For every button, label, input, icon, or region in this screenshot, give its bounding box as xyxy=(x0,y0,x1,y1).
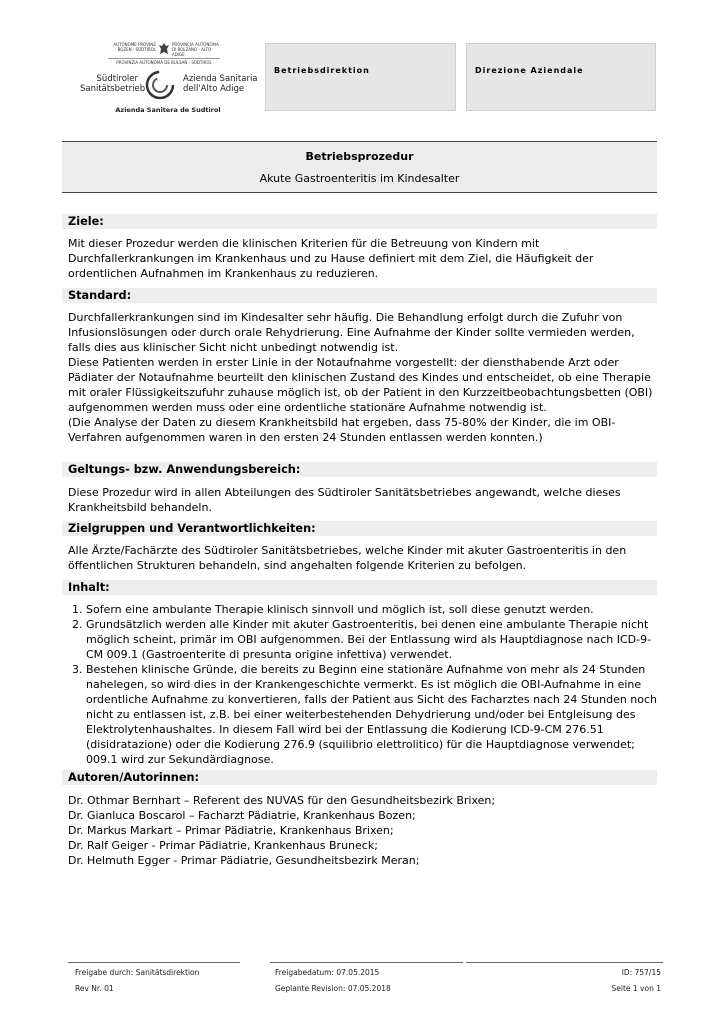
logo-name-de: Südtiroler Sanitätsbetrieb xyxy=(80,74,146,94)
list-item: 1. Sofern eine ambulante Therapie klinisch sinnvoll und möglich ist, soll diese genutzt werden. xyxy=(86,602,658,617)
list-item: Dr. Helmuth Egger - Primar Pädiatrie, Gesundheitsbezirk Meran; xyxy=(68,854,420,867)
list-item: Dr. Ralf Geiger - Primar Pädiatrie, Krankenhaus Bruneck; xyxy=(68,839,378,852)
heading-text: Autoren/Autorinnen: xyxy=(68,771,200,784)
paragraph: (Die Analyse der Daten zu diesem Krankheitsbild hat ergeben, dass 75-80% der Kinder, die im OBI-Verfahren aufgenommen waren in den ersten 24 Stunden entlassen werden konnten.) xyxy=(68,416,616,444)
section-heading-zielgruppen xyxy=(62,521,657,536)
heading-text: Zielgruppen und Verantwortlichkeiten: xyxy=(68,522,316,535)
organization-logo xyxy=(80,40,258,120)
heading-text: Standard: xyxy=(68,289,132,302)
footer-rev: Rev Nr. 01 xyxy=(75,984,114,993)
section-heading-inhalt xyxy=(62,580,657,595)
paragraph: Diese Patienten werden in erster Linie in der Notaufnahme vorgestellt: der diensthabende Arzt oder Pädiater der Notaufnahme beurteilt den klinischen Zustand des Kindes und entscheidet, ob eine Therapie mit oraler Flüssigkeitszufuhr zuhause möglich ist, ob der Patient in den Kurzzeitbeobachtungsbetten (OBI) aufgenommen werden muss oder eine ordentliche stationäre Aufnahme notwendig ist. xyxy=(68,356,653,414)
section-list-autoren xyxy=(68,793,658,868)
list-item: Dr. Othmar Bernhart – Referent des NUVAS für den Gesundheitsbezirk Brixen; xyxy=(68,794,496,807)
list-item: Dr. Markus Markart – Primar Pädiatrie, Krankenhaus Brixen; xyxy=(68,824,394,837)
section-list-inhalt xyxy=(68,602,658,767)
logo-name-it: Azienda Sanitaria dell'Alto Adige xyxy=(183,74,258,94)
footer-divider xyxy=(270,962,463,963)
footer-divider xyxy=(68,962,240,963)
logo-ring-icon xyxy=(143,68,177,102)
header-label: Direzione Aziendale xyxy=(475,66,584,75)
section-text-geltung xyxy=(68,485,658,515)
footer-freigabe: Freigabe durch: Sanitätsdirektion xyxy=(75,968,200,977)
document-title-box xyxy=(62,141,657,193)
section-heading-autoren xyxy=(62,770,657,785)
section-text-ziele xyxy=(68,236,658,281)
section-heading-ziele xyxy=(62,214,657,229)
logo-province-it: PROVINCIA AUTONOMA DI BOLZANO - ALTO ADIGE xyxy=(172,42,219,57)
header-box-direzione xyxy=(466,43,656,111)
document-subtitle: Akute Gastroenteritis im Kindesalter xyxy=(259,172,460,185)
footer-page: Seite 1 von 1 xyxy=(611,984,661,993)
footer-divider xyxy=(466,962,663,963)
heading-text: Inhalt: xyxy=(68,581,110,594)
footer-revision: Geplante Revision: 07.05.2018 xyxy=(275,984,391,993)
footer-freigabedatum: Freigabedatum: 07.05.2015 xyxy=(275,968,380,977)
paragraph: Durchfallerkrankungen sind im Kindesalter sehr häufig. Die Behandlung erfolgt durch die Zufuhr von Infusionslösungen oder durch orale Rehydrierung. Eine Aufnahme der Kinder sollte vermieden werden, falls dies aus klinischer Sicht nicht unbedingt notwendig ist. xyxy=(68,311,635,354)
header-label: Betriebsdirektion xyxy=(274,66,370,75)
document-title: Betriebsprozedur xyxy=(305,150,414,163)
section-text-zielgruppen xyxy=(68,543,658,573)
heading-text: Geltungs- bzw. Anwendungsbereich: xyxy=(68,463,301,476)
eagle-coat-of-arms-icon xyxy=(158,42,170,56)
list-item: 3. Bestehen klinische Gründe, die bereits zu Beginn eine stationäre Aufnahme von mehr als 24 Stunden nahelegen, so wird dies in der Krankengeschichte vermerkt. Es ist möglich die OBI-Aufnahme in eine ordentliche Aufnahme zu konvertieren, falls der Patient aus Sicht des Facharztes nach 24 Stunden noch nicht zu entlassen ist, z.B. bei einer weiterbestehenden Dehydrierung und/oder bei Entgleisung des Elektrolytenhaushaltes. In diesem Fall wird bei der Entlassung die Kodierung ICD-9-CM 276.51 (disidratazione) oder die Kodierung 276.9 (squilibrio elettrolitico) für die Hauptdiagnose verwendet; 009.1 wird zur Sekundärdiagnose. xyxy=(86,662,658,767)
section-heading-geltung xyxy=(62,462,657,477)
heading-text: Ziele: xyxy=(68,215,104,228)
paragraph: Alle Ärzte/Fachärzte des Südtiroler Sanitätsbetriebes, welche Kinder mit akuter Gastroenteritis in den öffentlichen Strukturen behandeln, sind angehalten folgende Kriterien zu befolgen. xyxy=(68,544,627,572)
header-box-betriebsdirektion xyxy=(265,43,456,111)
logo-province-de: AUTONOME PROVINZ BOZEN - SÜDTIROL xyxy=(113,42,156,52)
logo-province-ladin: PROVINZIA AUTONOMA DE BULSAN - SÜDTIROL xyxy=(108,58,220,65)
section-text-standard xyxy=(68,310,658,445)
paragraph: Diese Prozedur wird in allen Abteilungen des Südtiroler Sanitätsbetriebes angewandt, welche dieses Krankheitsbild behandeln. xyxy=(68,486,621,514)
footer-id: ID: 757/15 xyxy=(621,968,661,977)
logo-name-lad: Azienda Sanitera de Sudtirol xyxy=(115,106,221,114)
section-heading-standard xyxy=(62,288,657,303)
paragraph: Mit dieser Prozedur werden die klinischen Kriterien für die Betreuung von Kindern mit Durchfallerkrankungen im Krankenhaus und zu Hause definiert mit dem Ziel, die Häufigkeit der ordentlichen Aufnahmen im Krankenhaus zu reduzieren. xyxy=(68,237,594,280)
list-item: 2. Grundsätzlich werden alle Kinder mit akuter Gastroenteritis, bei denen eine ambulante Therapie nicht möglich scheint, primär im OBI aufgenommen. Bei der Entlassung wird als Hauptdiagnose nach ICD-9-CM 009.1 (Gastroenterite di presunta origine infettiva) verwendet. xyxy=(86,617,658,662)
list-item: Dr. Gianluca Boscarol – Facharzt Pädiatrie, Krankenhaus Bozen; xyxy=(68,809,416,822)
